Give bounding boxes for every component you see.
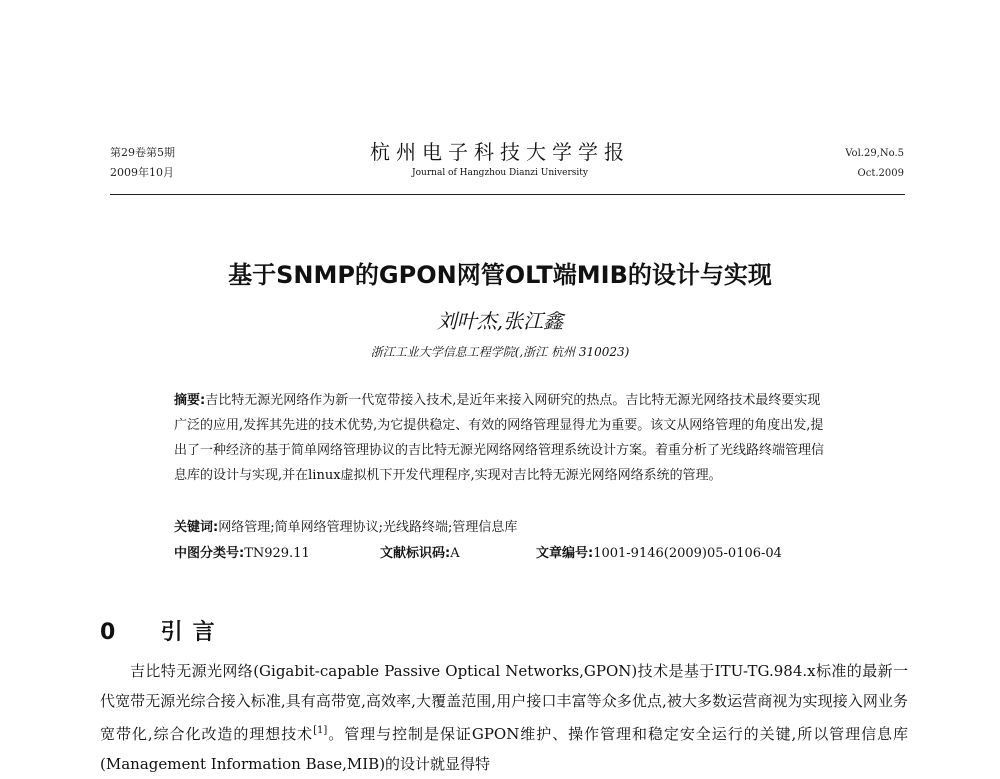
abstract (174, 388, 826, 488)
article-number: 文章编号:1001-9146(2009)05-0106-04 (536, 546, 782, 561)
section-number: 0 (100, 620, 126, 645)
date-en-label: Oct.2009 (857, 168, 904, 179)
volume-label: Vol.29,No.5 (845, 148, 904, 159)
article-title: 基于SNMP的GPON网管OLT端MIB的设计与实现 (228, 261, 772, 289)
abstract-label: 摘要: (174, 393, 206, 408)
citation-ref: [1] (313, 725, 328, 736)
header-rule (110, 194, 905, 195)
clc-code: 中图分类号:TN929.11 (174, 546, 310, 561)
issue-label: 第29卷第5期 (110, 146, 175, 159)
document-code: 文献标识码:A (380, 546, 460, 561)
journal-title-cn: 杭州电子科技大学学报 (370, 140, 630, 164)
section-title: 引言 (160, 620, 225, 645)
article-authors: 刘叶杰,张江鑫 (436, 309, 564, 333)
intro-paragraph: 吉比特无源光网络(Gigabit-capable Passive Optical Networks,GPON)技术是基于ITU-TG.984.x标准的最新一代宽带无源光综合接入标准,具有高带宽,高效率,大覆盖范围,用户接口丰富等众多优点,被大多数运营商视为实现接入网业务宽带化,综合化改造的理想技术[1]。管理与控制是保证GPON维护、操作管理和稳定安全运行的关键,所以管理信息库(Management Information Base,MIB)的设计就显得特 (100, 662, 908, 773)
abstract-text: 吉比特无源光网络作为新一代宽带接入技术,是近年来接入网研究的热点。吉比特无源光网络技术最终要实现广泛的应用,发挥其先进的技术优势,为它提供稳定、有效的网络管理显得尤为重要。该文从网络管理的角度出发,提出了一种经济的基于简单网络管理协议的吉比特无源光网络网络管理系统设计方案。着重分析了光线路终端管理信息库的设计与实现,并在linux虚拟机下开发代理程序,实现对吉比特无源光网络网络系统的管理。 (174, 393, 825, 483)
keywords-text: 网络管理;简单网络管理协议;光线路终端;管理信息库 (218, 520, 518, 535)
author-affiliation: 浙江工业大学信息工程学院(,浙江 杭州 310023) (370, 345, 630, 359)
journal-title-en: Journal of Hangzhou Dianzi University (412, 168, 588, 178)
keywords-label: 关键词: (174, 520, 219, 535)
section-heading (100, 615, 225, 646)
keywords (174, 515, 826, 540)
date-label: 2009年10月 (110, 166, 174, 179)
